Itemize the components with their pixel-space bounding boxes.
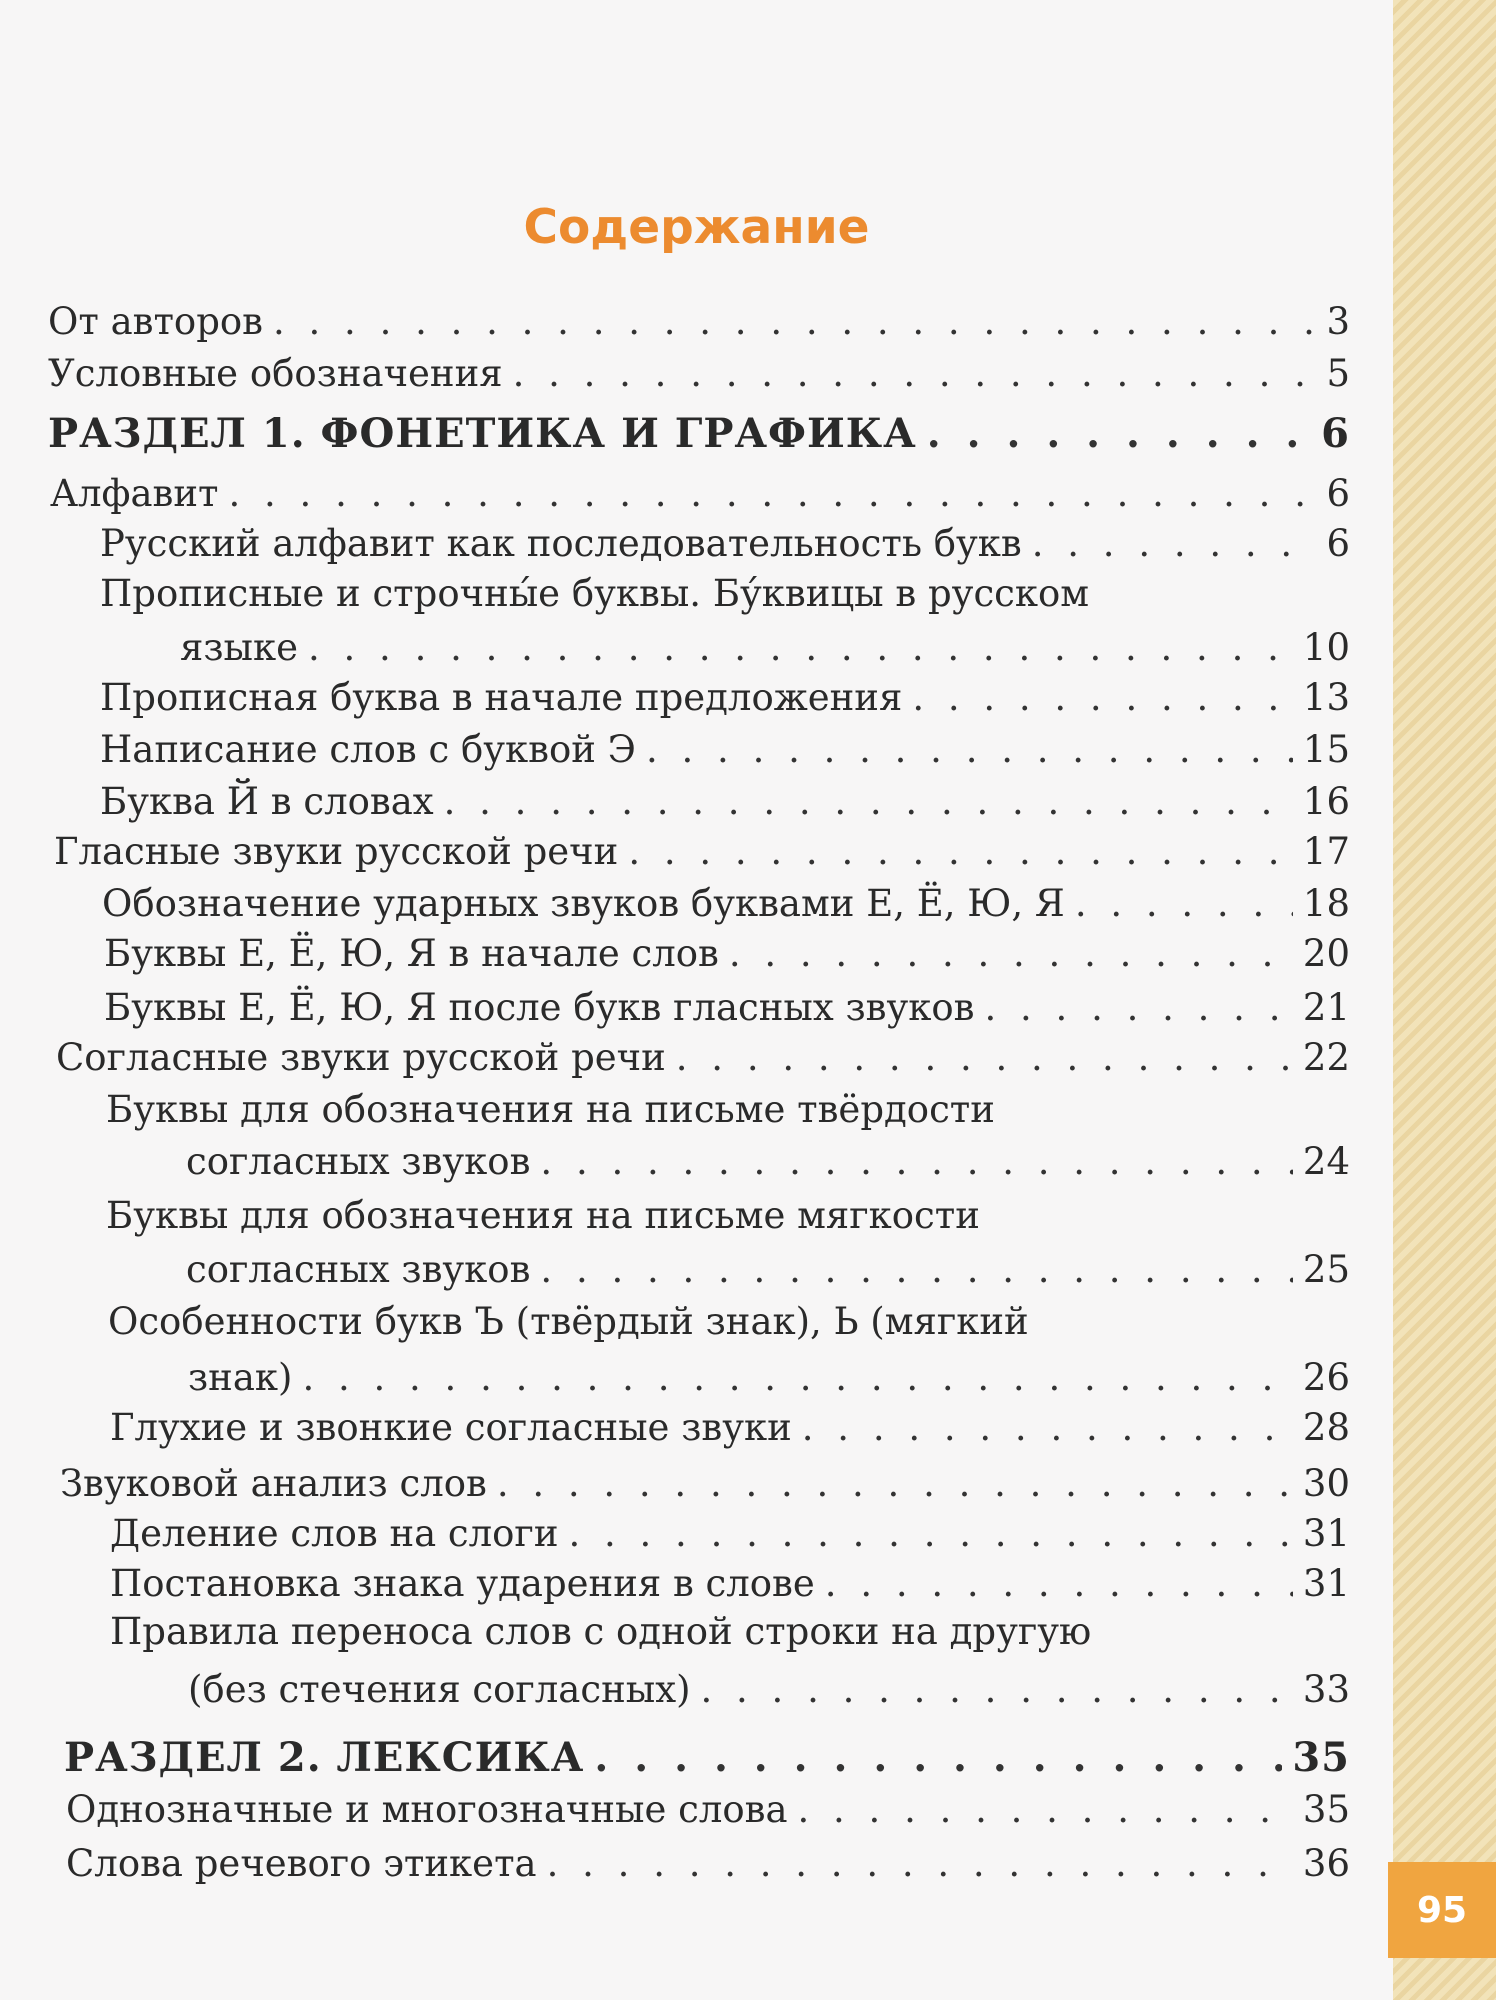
toc-entry-page: 6 xyxy=(1321,410,1350,457)
toc-entry-text: Буквы Е, Ё, Ю, Я после букв гласных звуков xyxy=(104,986,975,1029)
toc-entry[interactable] xyxy=(110,1510,1350,1558)
toc-entry-text: Алфавит xyxy=(50,472,219,515)
leader-dots xyxy=(540,1246,1292,1294)
toc-entry-page: 25 xyxy=(1302,1248,1350,1291)
leader-dots xyxy=(444,778,1293,826)
toc-entry-text: Русский алфавит как последовательность букв xyxy=(100,522,1022,565)
toc-entry[interactable] xyxy=(100,778,1350,826)
toc-entry-page: 13 xyxy=(1302,676,1350,719)
toc-entry[interactable] xyxy=(54,828,1350,876)
toc-entry-text: языке xyxy=(180,626,298,669)
toc-entry-text: Обозначение ударных звуков буквами Е, Ё, Ю, Я xyxy=(102,882,1065,925)
leader-dots xyxy=(540,1138,1292,1186)
toc-entry-page: 17 xyxy=(1302,830,1350,873)
toc-entry-page: 24 xyxy=(1302,1140,1350,1183)
toc-entry[interactable] xyxy=(180,624,1350,672)
toc-entry-text: Написание слов с буквой Э xyxy=(100,728,636,771)
toc-entry-page: 35 xyxy=(1292,1734,1350,1781)
toc-entry-page: 36 xyxy=(1302,1842,1350,1885)
toc-entry-text: Однозначные и многозначные слова xyxy=(66,1788,788,1831)
toc-entry-text: согласных звуков xyxy=(186,1140,531,1183)
toc-entry[interactable] xyxy=(186,1246,1350,1294)
toc-entry-text: Прописная буква в начале предложения xyxy=(100,676,903,719)
toc-entry-page: 21 xyxy=(1302,986,1350,1029)
leader-dots xyxy=(497,1460,1293,1508)
toc-entry[interactable] xyxy=(110,1404,1350,1452)
toc-entry[interactable] xyxy=(48,350,1350,398)
toc-entry-page: 15 xyxy=(1302,728,1350,771)
toc-entry[interactable] xyxy=(110,1560,1350,1608)
toc-entry[interactable] xyxy=(48,298,1350,346)
toc-entry-page: 35 xyxy=(1302,1788,1350,1831)
toc-entry-text: Слова речевого этикета xyxy=(66,1842,537,1885)
toc-entry-text-line1[interactable]: Правила переноса слов с одной строки на другую xyxy=(110,1610,1092,1653)
toc-entry-text: Деление слов на слоги xyxy=(110,1512,559,1555)
toc-entry-text: Буквы Е, Ё, Ю, Я в начале слов xyxy=(104,932,719,975)
toc-entry-page: 28 xyxy=(1302,1406,1350,1449)
leader-dots xyxy=(676,1034,1293,1082)
toc-entry[interactable] xyxy=(104,984,1350,1032)
toc-entry[interactable] xyxy=(102,880,1350,928)
leader-dots xyxy=(594,1734,1282,1782)
leader-dots xyxy=(1075,880,1293,928)
toc-entry-page: 22 xyxy=(1302,1036,1350,1079)
leader-dots xyxy=(825,1560,1293,1608)
page-number-badge: 95 xyxy=(1388,1862,1496,1958)
toc-entry-page: 6 xyxy=(1326,522,1350,565)
toc-entry[interactable] xyxy=(100,726,1350,774)
leader-dots xyxy=(628,828,1293,876)
leader-dots xyxy=(568,1510,1292,1558)
leader-dots xyxy=(912,674,1293,722)
leader-dots xyxy=(273,298,1316,346)
toc-entry-page: 30 xyxy=(1302,1462,1350,1505)
toc-entry[interactable] xyxy=(100,674,1350,722)
toc-entry[interactable] xyxy=(188,1354,1350,1402)
toc-entry-page: 5 xyxy=(1326,352,1350,395)
leader-dots xyxy=(802,1404,1293,1452)
toc-entry[interactable] xyxy=(66,1786,1350,1834)
toc-entry-page: 18 xyxy=(1302,882,1350,925)
leader-dots xyxy=(513,350,1317,398)
toc-entry[interactable] xyxy=(66,1840,1350,1888)
toc-entry-text-line1[interactable]: Буквы для обозначения на письме твёрдости xyxy=(106,1088,995,1131)
toc-section-heading[interactable] xyxy=(64,1734,1350,1782)
leader-dots xyxy=(729,930,1293,978)
toc-entry-page: 6 xyxy=(1326,472,1350,515)
leader-dots xyxy=(547,1840,1293,1888)
toc-entry[interactable] xyxy=(56,1034,1350,1082)
toc-entry-page: 16 xyxy=(1302,780,1350,823)
toc-entry-page: 31 xyxy=(1302,1562,1350,1605)
toc-entry-text: РАЗДЕЛ 2. ЛЕКСИКА xyxy=(64,1734,585,1781)
toc-section-heading[interactable] xyxy=(48,410,1350,458)
toc-entry-text-line1[interactable]: Прописные и строчны́е буквы. Бу́квицы в русском xyxy=(100,572,1090,615)
toc-entry[interactable] xyxy=(50,470,1350,518)
toc-entry-text: Постановка знака ударения в слове xyxy=(110,1562,815,1605)
leader-dots xyxy=(302,1354,1292,1402)
toc-entry-page: 33 xyxy=(1302,1668,1350,1711)
toc-entry-text: Условные обозначения xyxy=(48,352,503,395)
toc-entry[interactable] xyxy=(100,520,1350,568)
toc-entry[interactable] xyxy=(60,1460,1350,1508)
toc-entry[interactable] xyxy=(104,930,1350,978)
leader-dots xyxy=(985,984,1293,1032)
leader-dots xyxy=(1032,520,1317,568)
page-title: Содержание xyxy=(523,200,870,255)
toc-entry-text: От авторов xyxy=(48,300,263,343)
leader-dots xyxy=(927,410,1311,458)
leader-dots xyxy=(229,470,1317,518)
toc-entry[interactable] xyxy=(186,1138,1350,1186)
toc-entry-text: знак) xyxy=(188,1356,293,1399)
toc-entry-text: согласных звуков xyxy=(186,1248,531,1291)
leader-dots xyxy=(701,1666,1293,1714)
toc-entry-text: Буква Й в словах xyxy=(100,780,434,823)
toc-entry-text-line1[interactable]: Особенности букв Ъ (твёрдый знак), Ь (мягкий xyxy=(108,1300,1029,1343)
toc-entry-text-line1[interactable]: Буквы для обозначения на письме мягкости xyxy=(106,1194,980,1237)
toc-entry[interactable] xyxy=(188,1666,1350,1714)
toc-entry-text: (без стечения согласных) xyxy=(188,1668,691,1711)
toc-entry-page: 3 xyxy=(1326,300,1350,343)
toc-entry-text: Звуковой анализ слов xyxy=(60,1462,487,1505)
toc-entry-page: 10 xyxy=(1302,626,1350,669)
decorative-side-strip xyxy=(1393,0,1496,2000)
toc-entry-text: РАЗДЕЛ 1. ФОНЕТИКА И ГРАФИКА xyxy=(48,410,917,457)
toc-entry-text: Глухие и звонкие согласные звуки xyxy=(110,1406,792,1449)
toc-entry-page: 31 xyxy=(1302,1512,1350,1555)
leader-dots xyxy=(798,1786,1293,1834)
toc-entry-text: Согласные звуки русской речи xyxy=(56,1036,666,1079)
leader-dots xyxy=(646,726,1293,774)
leader-dots xyxy=(308,624,1293,672)
toc-entry-text: Гласные звуки русской речи xyxy=(54,830,619,873)
toc-entry-page: 26 xyxy=(1302,1356,1350,1399)
toc-entry-page: 20 xyxy=(1302,932,1350,975)
